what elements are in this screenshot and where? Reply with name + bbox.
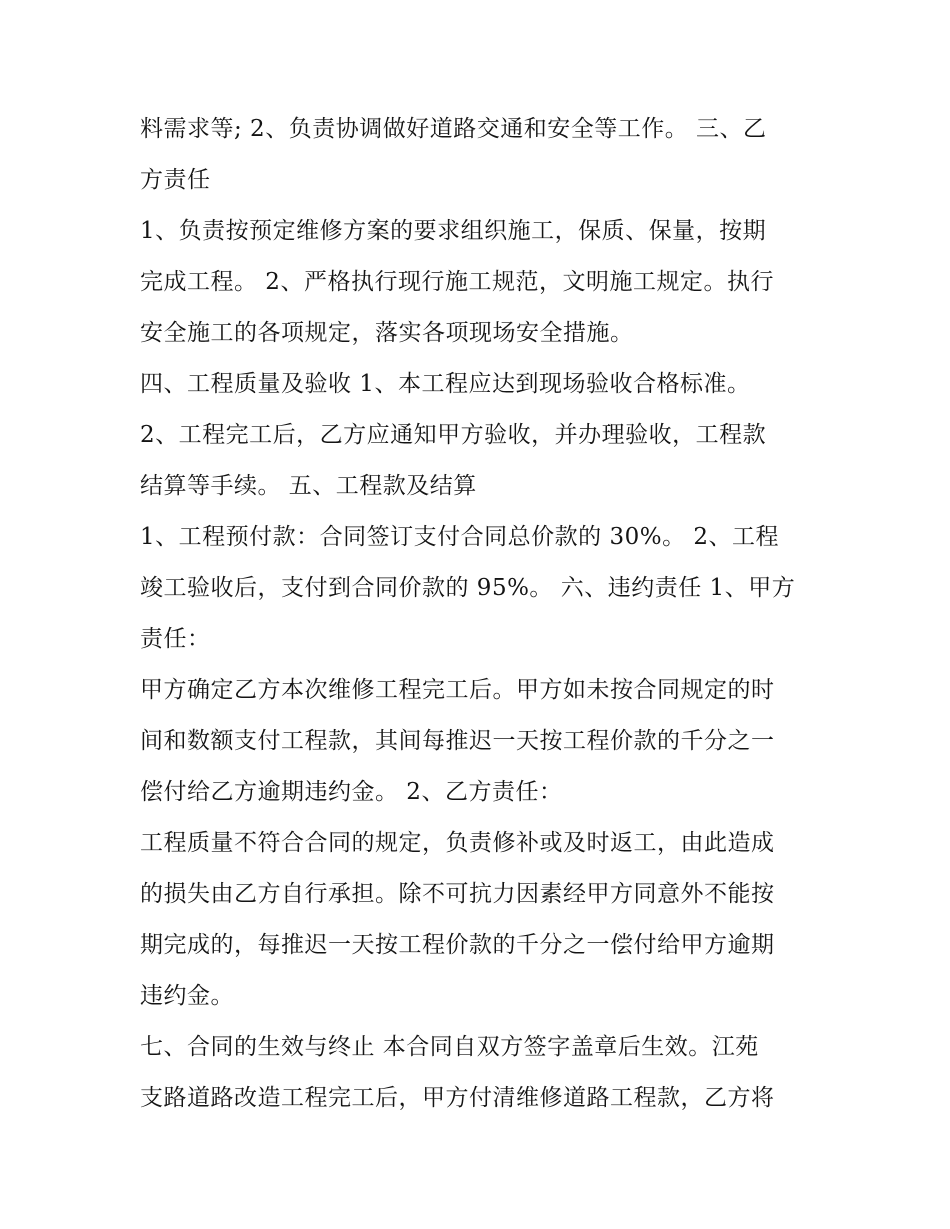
text-line: 偿付给乙方逾期违约金。 2、乙方责任： <box>140 779 563 805</box>
text-line: 方责任 <box>140 167 211 193</box>
text-line: 工程质量不符合合同的规定，负责修补或及时返工，由此造成 <box>140 830 775 856</box>
text-line: 甲方确定乙方本次维修工程完工后。甲方如未按合同规定的时 <box>140 677 775 703</box>
text-line: 竣工验收后，支付到合同价款的 95%。 六、违约责任 1、甲方 <box>140 575 796 601</box>
text-line: 料需求等; 2、负责协调做好道路交通和安全等工作。 三、乙 <box>140 116 767 142</box>
text-line: 责任： <box>140 626 211 652</box>
text-line: 1、负责按预定维修方案的要求组织施工，保质、保量，按期 <box>140 218 767 244</box>
text-line: 的损失由乙方自行承担。除不可抗力因素经甲方同意外不能按 <box>140 881 775 907</box>
text-line: 期完成的，每推迟一天按工程价款的千分之一偿付给甲方逾期 <box>140 932 775 958</box>
text-line: 违约金。 <box>140 983 234 1009</box>
text-line: 2、工程完工后，乙方应通知甲方验收，并办理验收，工程款 <box>140 422 767 448</box>
text-line: 完成工程。 2、严格执行现行施工规范，文明施工规定。执行 <box>140 269 774 295</box>
text-line: 七、合同的生效与终止 本合同自双方签字盖章后生效。江苑 <box>140 1034 759 1060</box>
text-line: 结算等手续。 五、工程款及结算 <box>140 473 477 499</box>
text-line: 四、工程质量及验收 1、本工程应达到现场验收合格标准。 <box>140 371 751 397</box>
text-line: 间和数额支付工程款，其间每推迟一天按工程价款的千分之一 <box>140 728 775 754</box>
text-line: 1、工程预付款：合同签订支付合同总价款的 30%。 2、工程 <box>140 524 780 550</box>
text-line: 安全施工的各项规定，落实各项现场安全措施。 <box>140 320 634 346</box>
text-line: 支路道路改造工程完工后，甲方付清维修道路工程款，乙方将 <box>140 1085 775 1111</box>
document-body <box>140 104 820 1124</box>
